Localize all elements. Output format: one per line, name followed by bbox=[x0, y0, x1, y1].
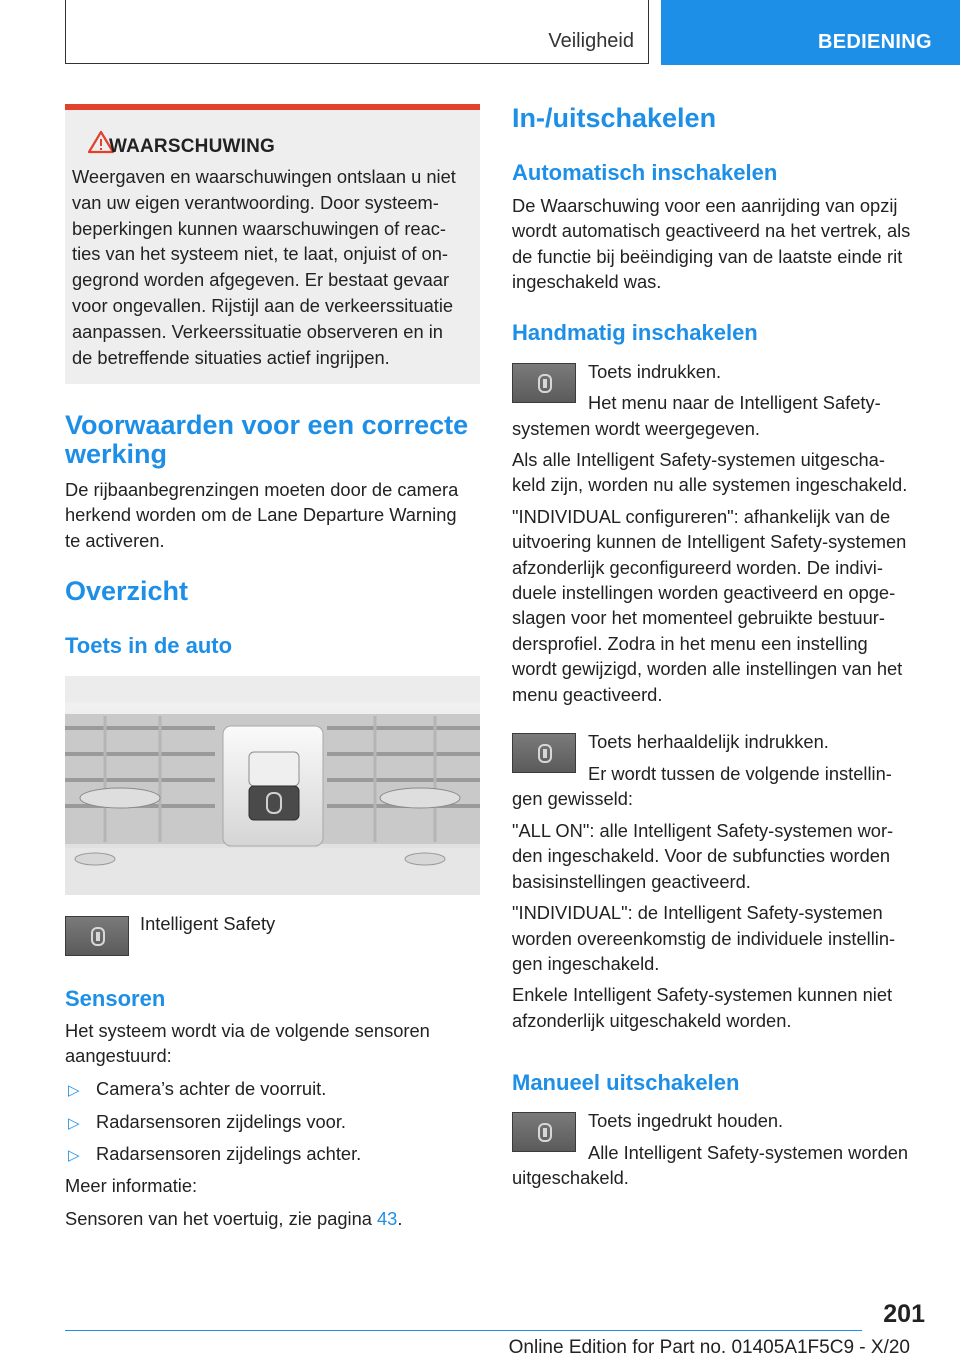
text-line: wordt automatisch geactiveerd na het vertrek, als bbox=[512, 220, 911, 242]
text-line: de functie bij beëindiging van de laatste einde rit bbox=[512, 245, 903, 267]
intelligent-safety-button-icon bbox=[65, 916, 129, 956]
warning-title: WAARSCHUWING bbox=[109, 136, 275, 157]
intelligent-safety-button-icon bbox=[512, 1112, 576, 1152]
text-line: uitvoering kunnen de Intelligent Safety-systemen bbox=[512, 531, 907, 553]
text-line: te activeren. bbox=[65, 529, 165, 551]
footer-edition: Online Edition for Part no. 01405A1F5C9 - X/20 bbox=[508, 1337, 910, 1358]
text-line: slagen voor het momenteel gebruikte bestuur- bbox=[512, 607, 885, 629]
intelligent-safety-button-icon bbox=[512, 733, 576, 773]
on-off-heading: In-/uitschakelen bbox=[512, 103, 717, 133]
text-line: afzonderlijk geconfigureerd worden. De indivi- bbox=[512, 556, 883, 578]
conditions-heading bbox=[65, 411, 468, 469]
list-item-text: Camera’s achter de voorruit. bbox=[96, 1078, 327, 1099]
repeat-step: Toets herhaaldelijk indrukken. bbox=[588, 731, 829, 752]
text-line: afzonderlijk uitgeschakeld worden. bbox=[512, 1009, 792, 1031]
text-line: duele instellingen worden geactiveerd en opge- bbox=[512, 582, 896, 604]
manual-off-heading: Manueel uitschakelen bbox=[512, 1070, 740, 1095]
auto-on-heading: Automatisch inschakelen bbox=[512, 160, 778, 185]
sensors-text bbox=[65, 1018, 430, 1069]
list-item bbox=[65, 1076, 361, 1109]
page-number: 201 bbox=[883, 1300, 925, 1328]
manual-off-result: Alle Intelligent Safety-systemen worden bbox=[588, 1142, 909, 1163]
page-reference-link[interactable]: 43 bbox=[377, 1208, 398, 1229]
warning-line: beperkingen kunnen waarschuwingen of reac- bbox=[72, 217, 446, 239]
manual-off-step: Toets ingedrukt houden. bbox=[588, 1110, 784, 1131]
text-line: "ALL ON": alle Intelligent Safety-systemen wor- bbox=[512, 820, 894, 841]
text-line: De Waarschuwing voor een aanrijding van opzij bbox=[512, 195, 898, 216]
car-button-photo bbox=[65, 676, 480, 895]
sensor-list bbox=[65, 1076, 361, 1173]
footer-divider bbox=[65, 1330, 862, 1331]
text-line: Het systeem wordt via de volgende sensoren bbox=[65, 1020, 430, 1041]
auto-on-text bbox=[512, 193, 932, 295]
overview-heading: Overzicht bbox=[65, 576, 189, 606]
text-line: gen ingeschakeld. bbox=[512, 953, 660, 975]
reference-end: . bbox=[397, 1208, 403, 1229]
manual-on-result-cont: systemen wordt weergegeven. bbox=[512, 418, 760, 439]
sensors-heading: Sensoren bbox=[65, 986, 166, 1011]
more-info-label: Meer informatie: bbox=[65, 1175, 198, 1196]
text-line: den ingeschakeld. Voor de subfuncties worden bbox=[512, 845, 891, 867]
text-line: dersprofiel. Zodra in het menu een instelling bbox=[512, 632, 868, 654]
reference-text: Sensoren van het voertuig, zie pagina bbox=[65, 1208, 378, 1229]
conditions-heading-line: Voorwaarden voor een correcte bbox=[65, 410, 469, 440]
bullet-triangle-icon: ▷ bbox=[68, 1115, 80, 1132]
header-chapter-label: BEDIENING bbox=[818, 31, 932, 53]
manual-on-step: Toets indrukken. bbox=[588, 361, 722, 382]
list-item bbox=[65, 1109, 361, 1141]
intelligent-safety-button-icon bbox=[512, 363, 576, 403]
manual-on-text bbox=[512, 447, 932, 707]
manual-off-result-cont: uitgeschakeld. bbox=[512, 1167, 629, 1188]
warning-line: ties van het systeem niet, te laat, onjuist of on- bbox=[72, 243, 448, 265]
text-line: basisinstellingen geactiveerd. bbox=[512, 870, 751, 892]
bullet-triangle-icon: ▷ bbox=[68, 1147, 80, 1164]
conditions-heading-line: werking bbox=[65, 439, 168, 469]
bullet-triangle-icon: ▷ bbox=[68, 1082, 80, 1099]
repeat-result-cont: gen gewisseld: bbox=[512, 788, 633, 809]
repeat-text bbox=[512, 818, 932, 1033]
warning-box bbox=[65, 104, 480, 384]
warning-line: Weergaven en waarschuwingen ontslaan u niet bbox=[72, 166, 456, 187]
warning-line: van uw eigen verantwoording. Door systeem- bbox=[72, 191, 439, 213]
text-line: Enkele Intelligent Safety-systemen kunnen niet bbox=[512, 984, 893, 1006]
text-line: De rijbaanbegrenzingen moeten door de camera bbox=[65, 479, 459, 500]
list-item bbox=[65, 1141, 361, 1173]
manual-on-result: Het menu naar de Intelligent Safety- bbox=[588, 392, 881, 413]
text-line: herkend worden om de Lane Departure Warning bbox=[65, 504, 457, 526]
text-line: keld zijn, worden nu alle systemen ingeschakeld. bbox=[512, 474, 908, 496]
warning-line: voor ongevallen. Rijstijl aan de verkeerssituatie bbox=[72, 294, 454, 316]
list-item-text: Radarsensoren zijdelings achter. bbox=[96, 1143, 362, 1164]
header-chapter-tab[interactable] bbox=[661, 0, 960, 65]
header-section-label: Veiligheid bbox=[548, 30, 634, 52]
text-line: aangestuurd: bbox=[65, 1045, 172, 1067]
button-caption: Intelligent Safety bbox=[140, 913, 276, 934]
text-line: worden overeenkomstig de individuele instellin- bbox=[512, 927, 896, 949]
text-line: "INDIVIDUAL configureren": afhankelijk van de bbox=[512, 505, 891, 527]
conditions-text bbox=[65, 477, 480, 553]
button-in-car-heading: Toets in de auto bbox=[65, 633, 233, 658]
text-line: ingeschakeld was. bbox=[512, 271, 662, 293]
list-item-text: Radarsensoren zijdelings voor. bbox=[96, 1111, 346, 1132]
text-line: "INDIVIDUAL": de Intelligent Safety-systemen bbox=[512, 902, 883, 924]
warning-line: de betreffende situaties actief ingrijpen. bbox=[72, 346, 390, 368]
manual-on-heading: Handmatig inschakelen bbox=[512, 320, 758, 345]
text-line: menu geactiveerd. bbox=[512, 683, 663, 705]
warning-line: aanpassen. Verkeerssituatie observeren en in bbox=[72, 320, 443, 342]
text-line: Als alle Intelligent Safety-systemen uitgescha- bbox=[512, 449, 885, 470]
repeat-result: Er wordt tussen de volgende instellin- bbox=[588, 763, 892, 784]
warning-text bbox=[72, 164, 475, 370]
text-line: wordt gewijzigd, worden alle instellingen van het bbox=[512, 658, 903, 680]
sensors-reference bbox=[65, 1206, 402, 1231]
warning-line: gegrond worden afgegeven. Er bestaat gevaar bbox=[72, 269, 450, 291]
